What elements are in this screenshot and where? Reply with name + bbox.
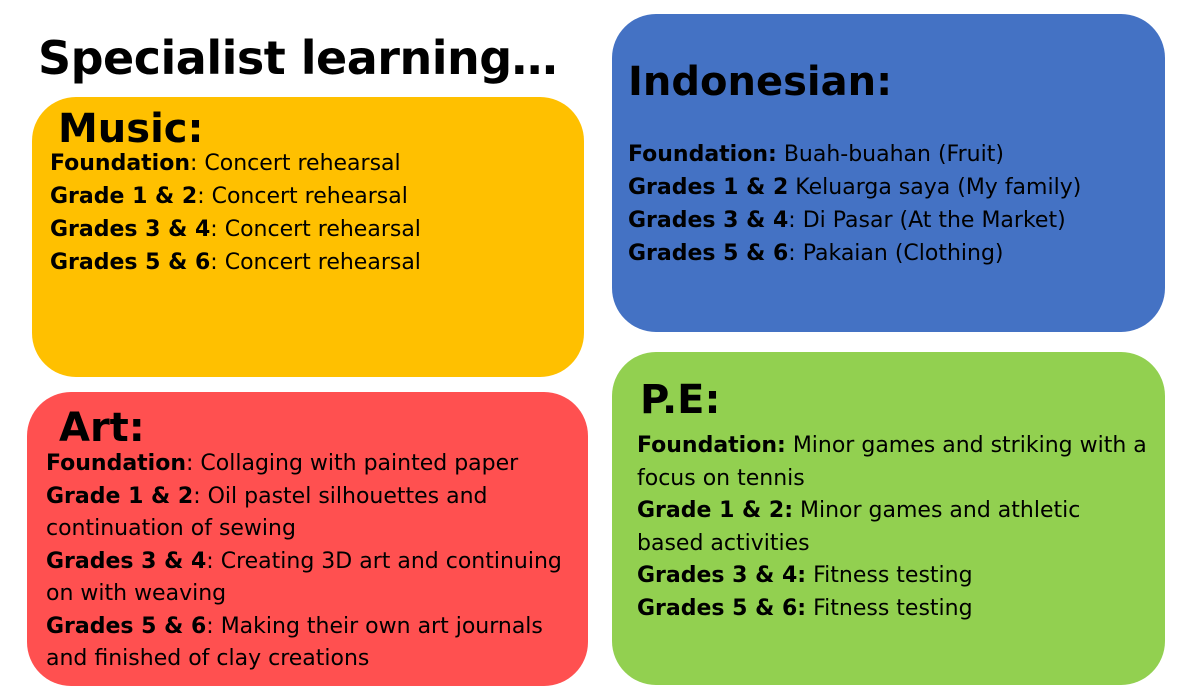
item-text: Buah-buahan (Fruit) xyxy=(783,142,1004,167)
item-label: Grades 5 & 6: xyxy=(637,595,807,621)
music-item-grades-5-6 xyxy=(50,246,570,279)
art-item-foundation xyxy=(46,448,580,481)
item-separator xyxy=(786,433,793,458)
item-text: Di Pasar (At the Market) xyxy=(802,208,1066,233)
item-label: Grades 5 & 6 xyxy=(50,250,211,275)
pe-item-grades-3-4 xyxy=(637,560,1147,593)
pe-item-grade-1-2 xyxy=(637,495,1147,560)
item-text: Making their own art journals and finished of clay creations xyxy=(46,613,543,671)
art-list xyxy=(46,448,580,676)
indonesian-title: Indonesian: xyxy=(628,59,893,105)
item-separator: : xyxy=(193,483,208,509)
indonesian-item-foundation xyxy=(628,138,1156,171)
page-title: Specialist learning… xyxy=(38,31,558,85)
indonesian-item-grades-3-4 xyxy=(628,204,1156,237)
item-text: Minor games and athletic based activities xyxy=(637,498,1081,556)
item-separator: : xyxy=(197,184,212,209)
pe-title: P.E: xyxy=(640,377,721,423)
art-item-grades-3-4 xyxy=(46,546,580,611)
indonesian-item-grades-5-6 xyxy=(628,237,1156,270)
item-separator: : xyxy=(186,451,201,476)
item-separator: : xyxy=(210,217,225,242)
item-label: Foundation xyxy=(50,151,191,176)
item-label: Grades 3 & 4: xyxy=(637,563,807,588)
item-label: Grade 1 & 2: xyxy=(637,498,793,523)
item-text: Minor games and striking with a focus on tennis xyxy=(637,433,1147,491)
item-separator: : xyxy=(206,613,221,639)
pe-item-foundation xyxy=(637,430,1147,495)
item-label: Grade 1 & 2 xyxy=(46,483,194,509)
music-card xyxy=(32,97,584,377)
indonesian-list xyxy=(628,138,1156,270)
item-label: Grades 1 & 2 xyxy=(628,175,789,200)
item-separator xyxy=(793,498,800,523)
art-item-grade-1-2 xyxy=(46,481,580,546)
art-item-grades-5-6 xyxy=(46,611,580,676)
item-text: Keluarga saya (My family) xyxy=(795,175,1082,200)
music-list xyxy=(50,147,570,279)
item-text: Fitness testing xyxy=(813,595,973,621)
pe-list xyxy=(637,430,1147,625)
item-text: Oil pastel silhouettes and continuation of sewing xyxy=(46,483,488,541)
item-text: Concert rehearsal xyxy=(224,250,421,275)
item-label: Grade 1 & 2 xyxy=(50,184,198,209)
item-label: Grades 3 & 4 xyxy=(628,208,789,233)
item-separator: : xyxy=(788,208,803,233)
item-text: Collaging with painted paper xyxy=(200,451,519,476)
item-label: Grades 3 & 4 xyxy=(50,217,211,242)
item-label: Foundation: xyxy=(637,433,786,458)
item-text: Creating 3D art and continuing on with weaving xyxy=(46,548,562,606)
music-item-grades-3-4 xyxy=(50,213,570,246)
item-text: Concert rehearsal xyxy=(204,151,401,176)
item-text: Fitness testing xyxy=(813,563,973,588)
item-separator: : xyxy=(190,151,205,176)
indonesian-card xyxy=(612,14,1165,332)
item-label: Grades 5 & 6 xyxy=(628,241,789,266)
pe-card xyxy=(612,352,1165,685)
item-text: Concert rehearsal xyxy=(211,184,408,209)
item-separator: : xyxy=(210,250,225,275)
art-card xyxy=(27,392,588,686)
item-text: Pakaian (Clothing) xyxy=(802,241,1004,266)
item-label: Foundation xyxy=(46,451,187,476)
item-label: Foundation: xyxy=(628,142,777,167)
art-title: Art: xyxy=(59,405,145,451)
music-item-grade-1-2 xyxy=(50,180,570,213)
item-separator: : xyxy=(206,548,221,574)
indonesian-item-grades-1-2 xyxy=(628,171,1156,204)
item-label: Grades 3 & 4 xyxy=(46,548,207,574)
music-item-foundation xyxy=(50,147,570,180)
music-title: Music: xyxy=(58,106,204,152)
item-separator xyxy=(777,142,784,167)
item-text: Concert rehearsal xyxy=(224,217,421,242)
item-label: Grades 5 & 6 xyxy=(46,613,207,639)
pe-item-grades-5-6 xyxy=(637,593,1147,626)
item-separator: : xyxy=(788,241,803,266)
